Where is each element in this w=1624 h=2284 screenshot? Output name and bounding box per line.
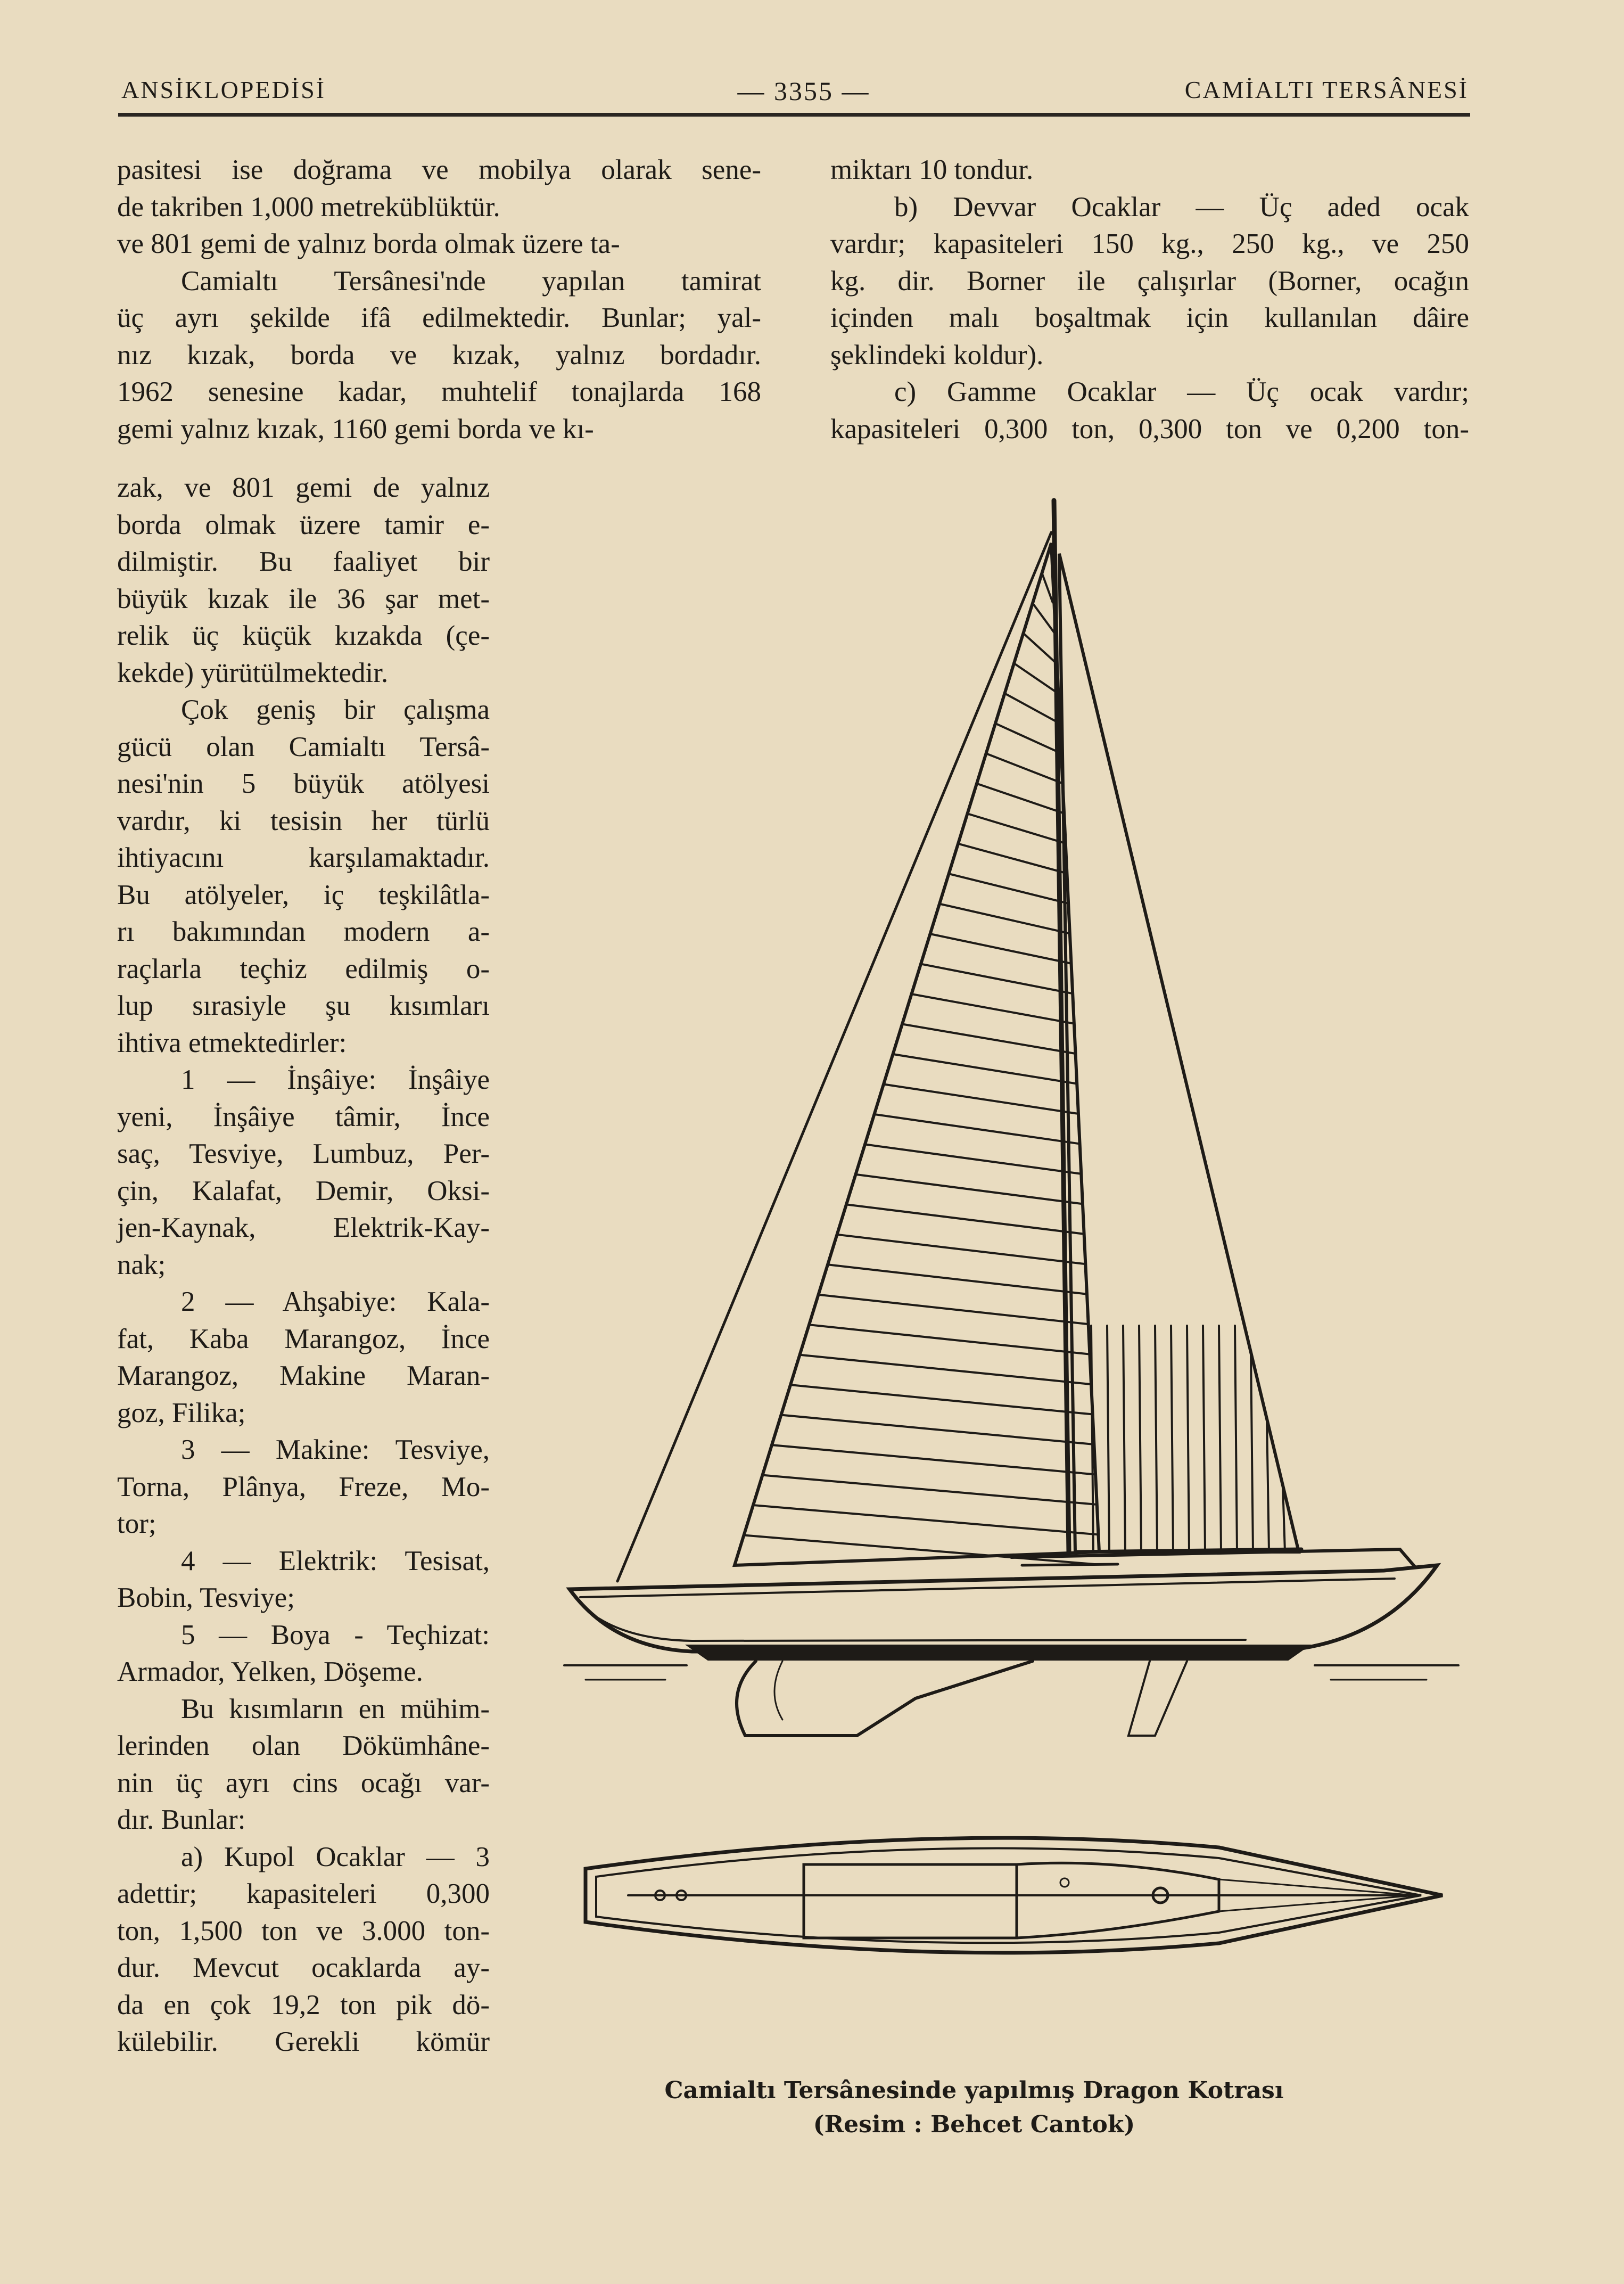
sail-hatch-line xyxy=(1171,1326,1173,1552)
text-line: ihtiva etmektedirler: xyxy=(117,1027,347,1058)
sail-hatch-line xyxy=(949,874,1067,903)
keel xyxy=(737,1661,1033,1736)
text-line: lerinden olan Dökümhâne- xyxy=(117,1730,490,1761)
sail-hatch-line xyxy=(1187,1326,1189,1552)
text-line: tor; xyxy=(117,1508,156,1539)
sail-hatch-line xyxy=(1235,1326,1237,1552)
dragon-sailboat-illustration xyxy=(554,495,1469,2028)
text-line: jen-Kaynak, Elektrik-Kay- xyxy=(117,1212,490,1243)
text-line: dilmiştir. Bu faaliyet bir xyxy=(117,546,490,577)
sail-hatch-line xyxy=(986,753,1061,783)
sail-hatch-line xyxy=(856,1174,1081,1204)
sail-hatch-line xyxy=(819,1295,1087,1324)
sail-hatch-line xyxy=(790,1385,1091,1414)
text-line: Armador, Yelken, Döşeme. xyxy=(117,1656,423,1687)
text-line: raçlarla teçhiz edilmiş o- xyxy=(117,953,490,984)
sail-hatch-line xyxy=(1107,1326,1109,1552)
text-line: üç ayrı şekilde ifâ edilmektedir. Bunlar; yal- xyxy=(117,302,761,333)
text-line: 4 — Elektrik: Tesisat, xyxy=(181,1545,490,1576)
text-line: lup sırasiyle şu kısımları xyxy=(117,990,490,1021)
text-line: Marangoz, Makine Maran- xyxy=(117,1360,490,1391)
text-line: kapasiteleri 0,300 ton, 0,300 ton ve 0,200 ton- xyxy=(830,413,1469,445)
text-line: dır. Bunlar: xyxy=(117,1804,246,1835)
text-line: Torna, Plânya, Freze, Mo- xyxy=(117,1471,490,1502)
sail-hatch-line xyxy=(1033,603,1054,632)
text-line: relik üç küçük kızakda (çe- xyxy=(117,620,490,651)
sail-hatch-line xyxy=(1091,1326,1093,1552)
text-line: borda olmak üzere tamir e- xyxy=(117,509,490,540)
sail-hatch-line xyxy=(772,1445,1093,1474)
text-line: Bobin, Tesviye; xyxy=(117,1582,295,1613)
sail-hatch-line xyxy=(902,1024,1074,1054)
text-line: içinden malı boşaltmak için kullanılan dâire xyxy=(830,302,1469,333)
sail-hatch-line xyxy=(1155,1326,1157,1552)
sail-hatch-line xyxy=(1203,1326,1205,1552)
left-column-narrow-text xyxy=(117,470,490,2061)
sail-hatch-line xyxy=(763,1475,1095,1505)
sail-hatch-line xyxy=(875,1114,1078,1144)
text-line: külebilir. Gerekli kömür xyxy=(117,2026,490,2057)
header-rule xyxy=(118,113,1470,117)
text-line: pasitesi ise doğrama ve mobilya olarak sene- xyxy=(117,154,761,185)
text-line: goz, Filika; xyxy=(117,1397,246,1428)
text-line: 3 — Makine: Tesviye, xyxy=(181,1434,490,1465)
running-header-right: CAMİALTI TERSÂNESİ xyxy=(1184,76,1469,103)
sail-hatch-line xyxy=(1139,1326,1141,1552)
text-line: Çok geniş bir çalışma xyxy=(181,694,490,725)
text-line: gemi yalnız kızak, 1160 gemi borda ve kı- xyxy=(117,413,594,445)
text-line: nesi'nin 5 büyük atölyesi xyxy=(117,768,490,799)
text-line: b) Devvar Ocaklar — Üç aded ocak xyxy=(894,191,1469,223)
sail-hatch-line xyxy=(1024,633,1056,662)
text-line: ihtiyacını karşılamaktadır. xyxy=(117,842,490,873)
sail-hatch-line xyxy=(930,934,1070,963)
sail-hatch-line xyxy=(1014,663,1057,693)
text-line: dur. Mevcut ocaklarda ay- xyxy=(117,1952,490,1983)
text-line: miktarı 10 tondur. xyxy=(830,154,1034,185)
forestay xyxy=(617,532,1051,1581)
sail-hatch-line xyxy=(893,1054,1076,1083)
sail-hatch-line xyxy=(921,964,1071,993)
text-line: vardır; kapasiteleri 150 kg., 250 kg., ve 250 xyxy=(830,228,1469,259)
left-column-top-text xyxy=(117,152,761,448)
text-line: zak, ve 801 gemi de yalnız xyxy=(117,472,490,503)
hull-side-view xyxy=(570,1565,1437,1652)
sail-hatch-line xyxy=(958,844,1065,873)
sail-hatch-line xyxy=(1219,1326,1221,1552)
sail-hatch-line xyxy=(865,1144,1079,1173)
caption-title: Camialtı Tersânesinde yapılmış Dragon Kotrası xyxy=(664,2077,1284,2104)
sail-hatch-line xyxy=(828,1264,1085,1294)
text-line: çin, Kalafat, Demir, Oksi- xyxy=(117,1175,490,1206)
text-line: da en çok 19,2 ton pik dö- xyxy=(117,1989,490,2020)
right-column-text xyxy=(830,152,1469,448)
text-line: büyük kızak ile 36 şar met- xyxy=(117,583,490,614)
text-line: ton, 1,500 ton ve 3.000 ton- xyxy=(117,1915,490,1946)
running-header-left: ANSİKLOPEDİSİ xyxy=(121,76,326,103)
sail-hatch-line xyxy=(968,814,1064,843)
text-line: de takriben 1,000 metreküblüktür. xyxy=(117,191,500,223)
text-line: gücü olan Camialtı Tersâ- xyxy=(117,731,490,762)
sail-hatch-line xyxy=(753,1505,1097,1534)
text-line: a) Kupol Ocaklar — 3 xyxy=(181,1841,490,1872)
main-sail xyxy=(1059,554,1299,1552)
text-line: Camialtı Tersânesi'nde yapılan tamirat xyxy=(181,265,761,297)
text-line: nak; xyxy=(117,1249,166,1280)
sail-hatch-line xyxy=(744,1535,1098,1565)
sail-hatch-line xyxy=(939,904,1068,933)
figure-caption xyxy=(649,2074,1299,2142)
text-line: yeni, İnşâiye tâmir, İnce xyxy=(117,1101,490,1132)
sail-hatch-line xyxy=(1123,1326,1125,1552)
text-line: ve 801 gemi de yalnız borda olmak üzere ta- xyxy=(117,228,620,259)
sail-hatch-line xyxy=(1251,1352,1253,1552)
caption-credit: (Resim : Behcet Cantok) xyxy=(813,2111,1135,2138)
text-line: 1962 senesine kadar, muhtelif tonajlarda 168 xyxy=(117,376,761,407)
sail-hatch-line xyxy=(884,1084,1077,1113)
text-line: şeklindeki koldur). xyxy=(830,339,1044,371)
sail-hatch-line xyxy=(809,1325,1088,1354)
sail-hatch-line xyxy=(800,1355,1090,1384)
text-line: adettir; kapasiteleri 0,300 xyxy=(117,1878,490,1909)
page-number: — 3355 — xyxy=(737,76,870,106)
sail-hatch-line xyxy=(995,724,1060,753)
text-line: fat, Kaba Marangoz, İnce xyxy=(117,1323,490,1354)
sail-hatch-line xyxy=(846,1204,1082,1234)
text-line: c) Gamme Ocaklar — Üç ocak vardır; xyxy=(894,376,1469,407)
text-line: kg. dir. Borner ile çalışırlar (Borner, ocağın xyxy=(830,265,1469,297)
text-line: nin üç ayrı cins ocağı var- xyxy=(117,1767,490,1798)
jib-sail xyxy=(735,543,1099,1565)
text-line: 1 — İnşâiye: İnşâiye xyxy=(181,1064,490,1095)
sail-hatch-line xyxy=(1005,693,1059,722)
text-line: Bu atölyeler, iç teşkilâtla- xyxy=(117,879,490,910)
sail-hatch-line xyxy=(837,1235,1084,1264)
text-line: 2 — Ahşabiye: Kala- xyxy=(181,1286,490,1317)
rudder xyxy=(1128,1661,1187,1736)
sail-hatch-line xyxy=(1042,573,1053,602)
sail-hatch-line xyxy=(977,784,1062,813)
sail-hatch-line xyxy=(781,1415,1092,1444)
text-line: vardır, ki tesisin her türlü xyxy=(117,805,490,836)
text-line: Bu kısımların en mühim- xyxy=(181,1693,490,1724)
sail-hatch-line xyxy=(1267,1419,1269,1552)
sail-hatch-line xyxy=(912,994,1073,1023)
text-line: kekde) yürütülmektedir. xyxy=(117,657,389,688)
text-line: rı bakımından modern a- xyxy=(117,916,490,947)
text-line: nız kızak, borda ve kızak, yalnız bordadır. xyxy=(117,339,761,371)
text-line: saç, Tesviye, Lumbuz, Per- xyxy=(117,1138,490,1169)
text-line: 5 — Boya - Teçhizat: xyxy=(181,1619,490,1650)
